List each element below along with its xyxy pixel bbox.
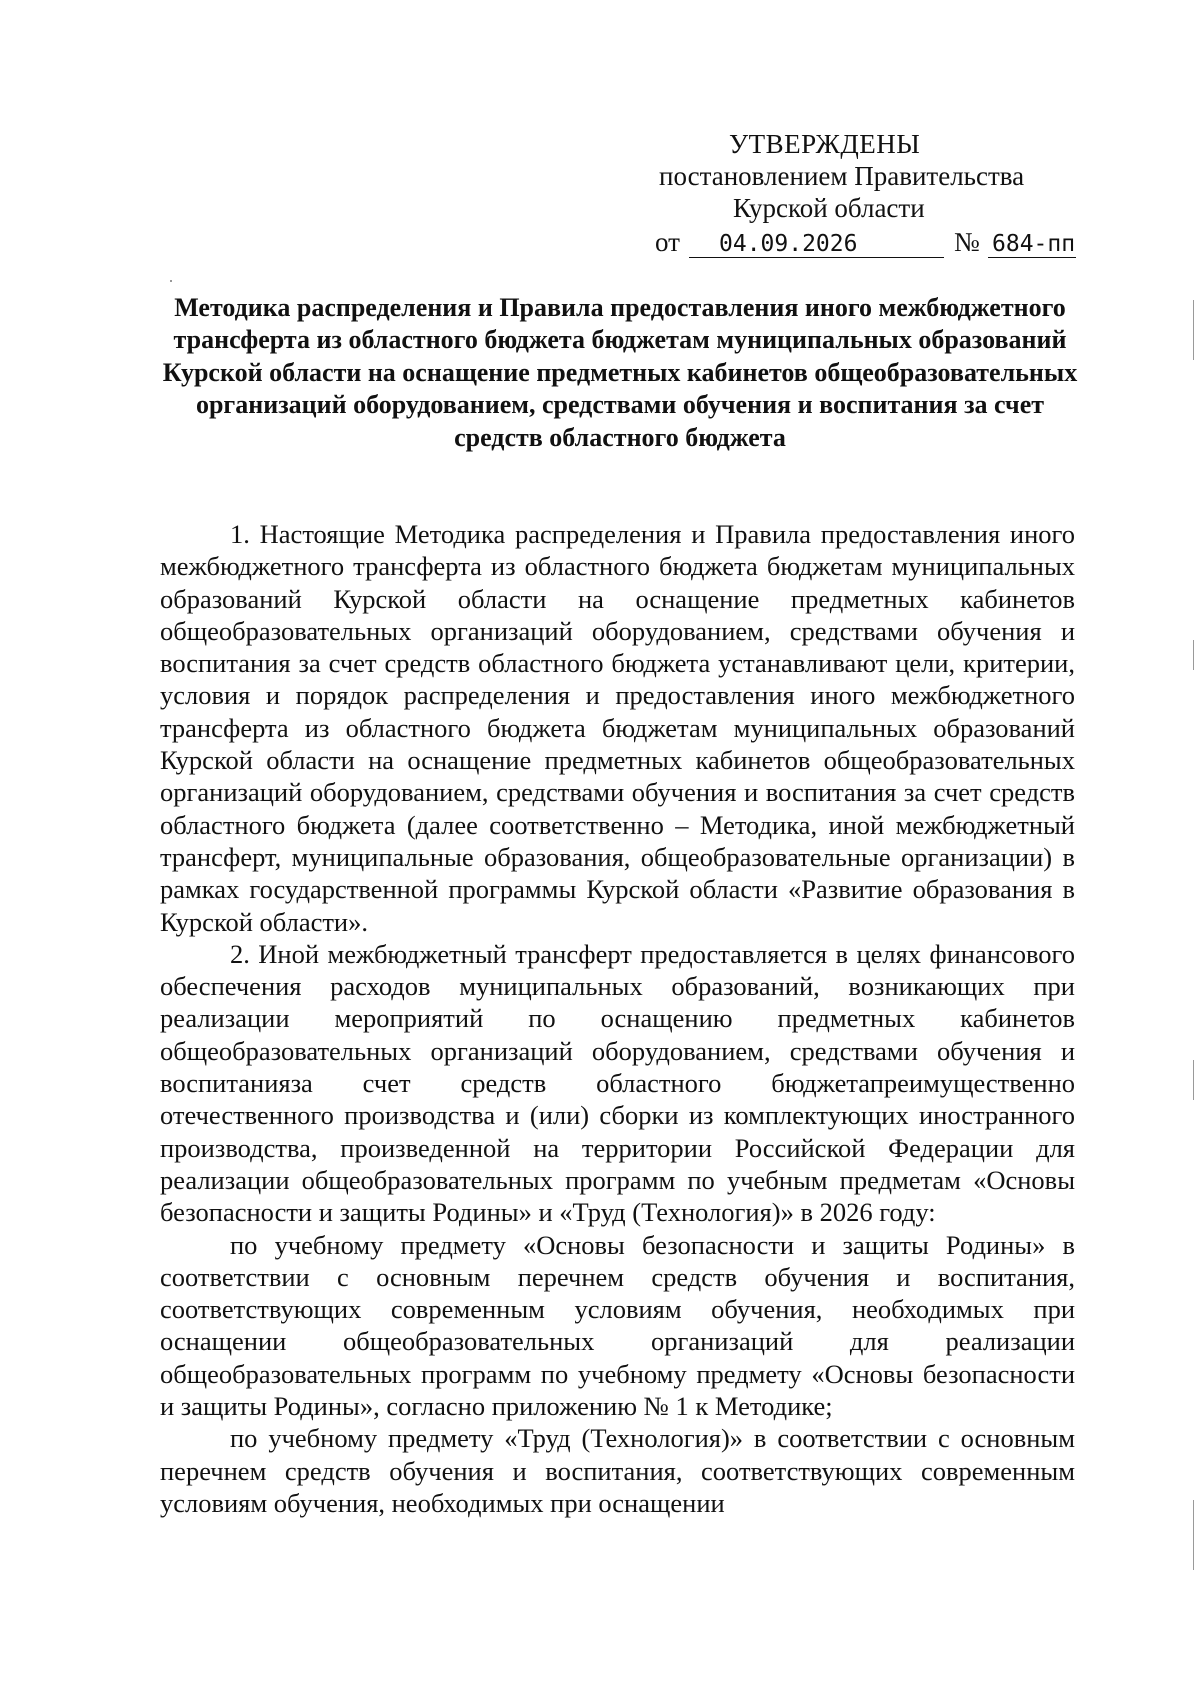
scan-edge-mark [1193, 300, 1194, 360]
approval-date: 04.09.2026 [689, 231, 944, 258]
approval-date-number [655, 226, 1095, 258]
paragraph: по учебному предмету «Основы безопасности и защиты Родины» в соответствии с основным перечнем средств обучения и воспитания, соответствующих современным условиям обучения, необходимых при оснащении общеобразовательных организаций для реализации общеобразовательных программ по учебному предмету «Основы безопасности и защиты Родины», согласно приложению № 1 к Методике; [160, 1229, 1075, 1422]
document-heading: Методика распределения и Правила предоставления иного межбюджетного трансферта из областного бюджета бюджетам муниципальных образований Курской области на оснащение предметных кабинетов общеобразовательных организаций оборудованием, средствами обучения и воспитания за счет средств областного бюджета [162, 293, 1078, 452]
number-label: № [954, 227, 980, 257]
approval-issuer: постановлением Правительства [659, 161, 1025, 191]
scan-edge-mark [1193, 1500, 1194, 1570]
scan-edge-mark [1193, 1060, 1194, 1100]
approval-title: УТВЕРЖДЕНЫ [729, 129, 921, 159]
approval-region: Курской области [733, 193, 925, 223]
document-body [160, 518, 1075, 1519]
paragraph: 1. Настоящие Методика распределения и Правила предоставления иного межбюджетного трансферта из областного бюджета бюджетам муниципальных образований Курской области на оснащение предметных кабинетов общеобразовательных организаций оборудованием, средствами обучения и воспитания за счет средств областного бюджета устанавливают цели, критерии, условия и порядок распределения и предоставления иного межбюджетного трансферта из областного бюджета бюджетам муниципальных образований Курской области на оснащение предметных кабинетов общеобразовательных организаций оборудованием, средствами обучения и воспитания за счет средств областного бюджета (далее соответственно – Методика, иной межбюджетный трансферт, муниципальные образования, общеобразовательные организации) в рамках государственной программы Курской области «Развитие образования в Курской области». [160, 519, 1075, 937]
date-prefix: от [655, 227, 680, 257]
scan-speck [170, 280, 172, 282]
paragraph: 2. Иной межбюджетный трансферт предоставляется в целях финансового обеспечения расходов муниципальных образований, возникающих при реализации мероприятий по оснащению предметных кабинетов общеобразовательных организаций оборудованием, средствами обучения и воспитанияза счет средств областного бюджетапреимущественно отечественного производства и (или) сборки из комплектующих иностранного производства, произведенной на территории Российской Федерации для реализации общеобразовательных программ по учебным предметам «Основы безопасности и защиты Родины» и «Труд (Технология)» в 2026 году: [160, 938, 1075, 1228]
paragraph: по учебному предмету «Труд (Технология)» в соответствии с основным перечнем средств обучения и воспитания, соответствующих современным условиям обучения, необходимых при оснащении [160, 1423, 1075, 1518]
scan-edge-mark [1193, 640, 1194, 670]
approval-number: 684-пп [988, 231, 1076, 258]
approval-block [655, 128, 1095, 258]
